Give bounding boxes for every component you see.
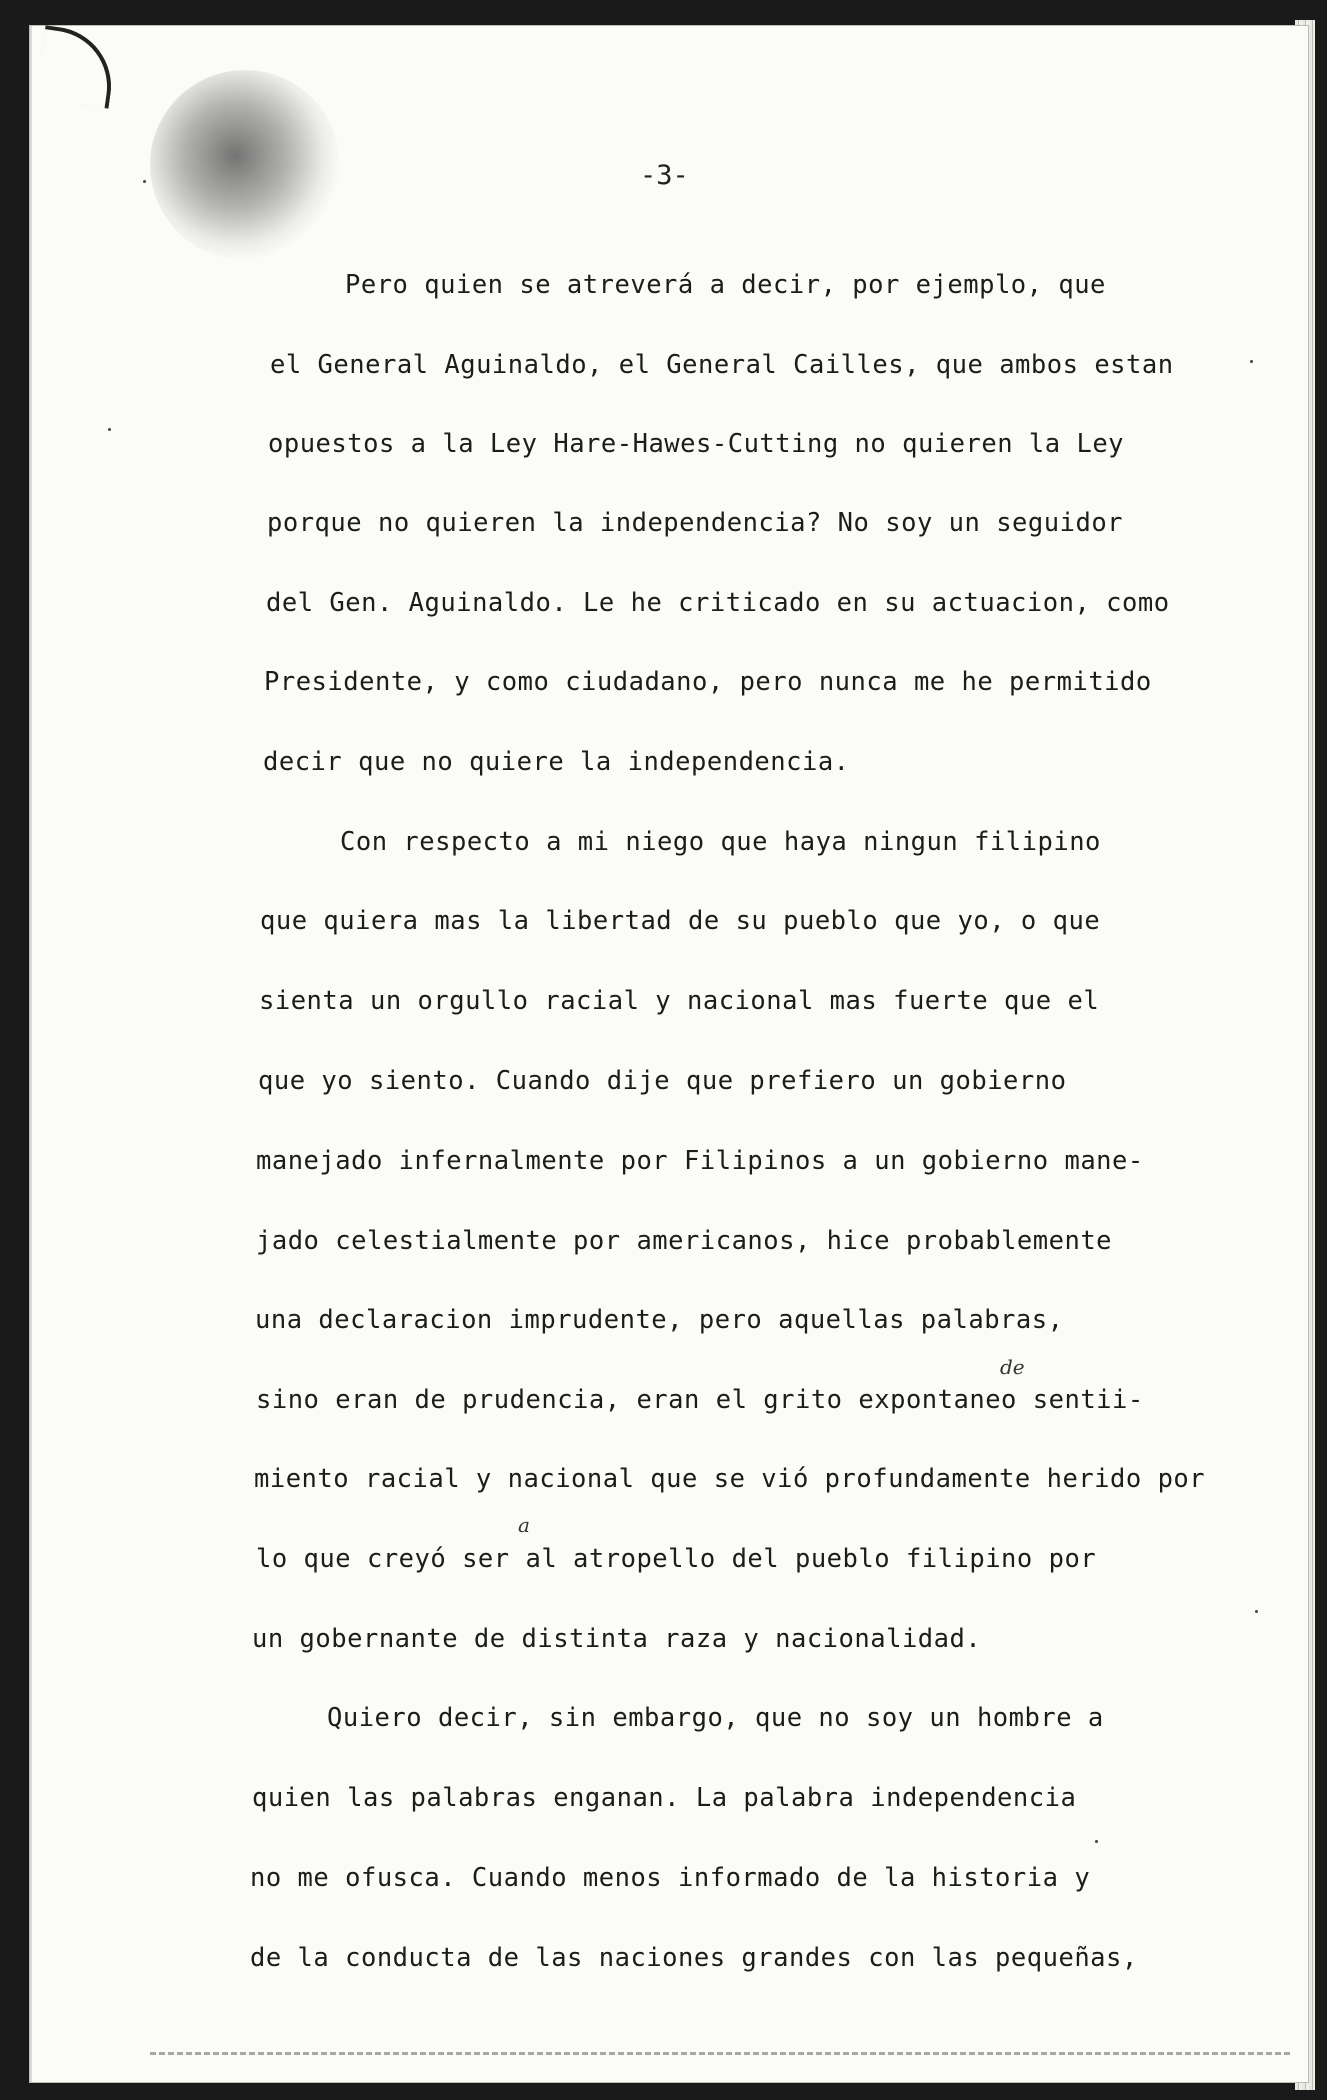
text-line: quien las palabras enganan. La palabra independencia — [252, 1783, 1077, 1813]
speck — [1250, 360, 1253, 363]
text-line: miento racial y nacional que se vió profundamente herido por — [254, 1464, 1206, 1494]
text-line: opuestos a la Ley Hare-Hawes-Cutting no quieren la Ley — [268, 429, 1125, 459]
text-line: manejado infernalmente por Filipinos a un gobierno mane- — [256, 1146, 1144, 1176]
bottom-edge — [150, 2052, 1290, 2055]
text-line: porque no quieren la independencia? No soy un seguidor — [267, 508, 1124, 538]
text-line: de la conducta de las naciones grandes con las pequeñas, — [250, 1943, 1138, 1973]
text-line: un gobernante de distinta raza y nacionalidad. — [252, 1624, 982, 1654]
speck — [143, 180, 146, 183]
ink-smudge — [150, 70, 340, 260]
text-line: decir que no quiere la independencia. — [263, 747, 850, 777]
speck — [1255, 1610, 1258, 1613]
text-line: jado celestialmente por americanos, hice probablemente — [256, 1226, 1113, 1256]
page-number: -3- — [640, 160, 689, 191]
handwritten-insertion: de — [1000, 1355, 1025, 1379]
text-line: Quiero decir, sin embargo, que no soy un hombre a — [327, 1703, 1104, 1733]
text-line: sino eran de prudencia, eran el grito expontaneo sentii- — [256, 1385, 1144, 1415]
text-line: del Gen. Aguinaldo. Le he criticado en su actuacion, como — [266, 588, 1170, 618]
document-page — [30, 26, 1308, 2082]
handwritten-correction: a — [518, 1513, 530, 1537]
text-line: que yo siento. Cuando dije que prefiero un gobierno — [258, 1066, 1067, 1096]
text-line: no me ofusca. Cuando menos informado de la historia y — [250, 1863, 1091, 1893]
speck — [108, 428, 111, 431]
text-line: Presidente, y como ciudadano, pero nunca me he permitido — [264, 667, 1152, 697]
text-line: Con respecto a mi niego que haya ningun filipino — [340, 827, 1101, 857]
text-line: sienta un orgullo racial y nacional mas fuerte que el — [259, 986, 1100, 1016]
text-line: una declaracion imprudente, pero aquellas palabras, — [255, 1305, 1064, 1335]
text-line: lo que creyó ser al atropello del pueblo filipino por — [256, 1544, 1097, 1574]
text-line: el General Aguinaldo, el General Cailles, que ambos estan — [270, 350, 1174, 380]
text-line: Pero quien se atreverá a decir, por ejemplo, que — [345, 270, 1106, 300]
text-line: que quiera mas la libertad de su pueblo que yo, o que — [260, 906, 1101, 936]
speck — [1095, 1840, 1098, 1843]
